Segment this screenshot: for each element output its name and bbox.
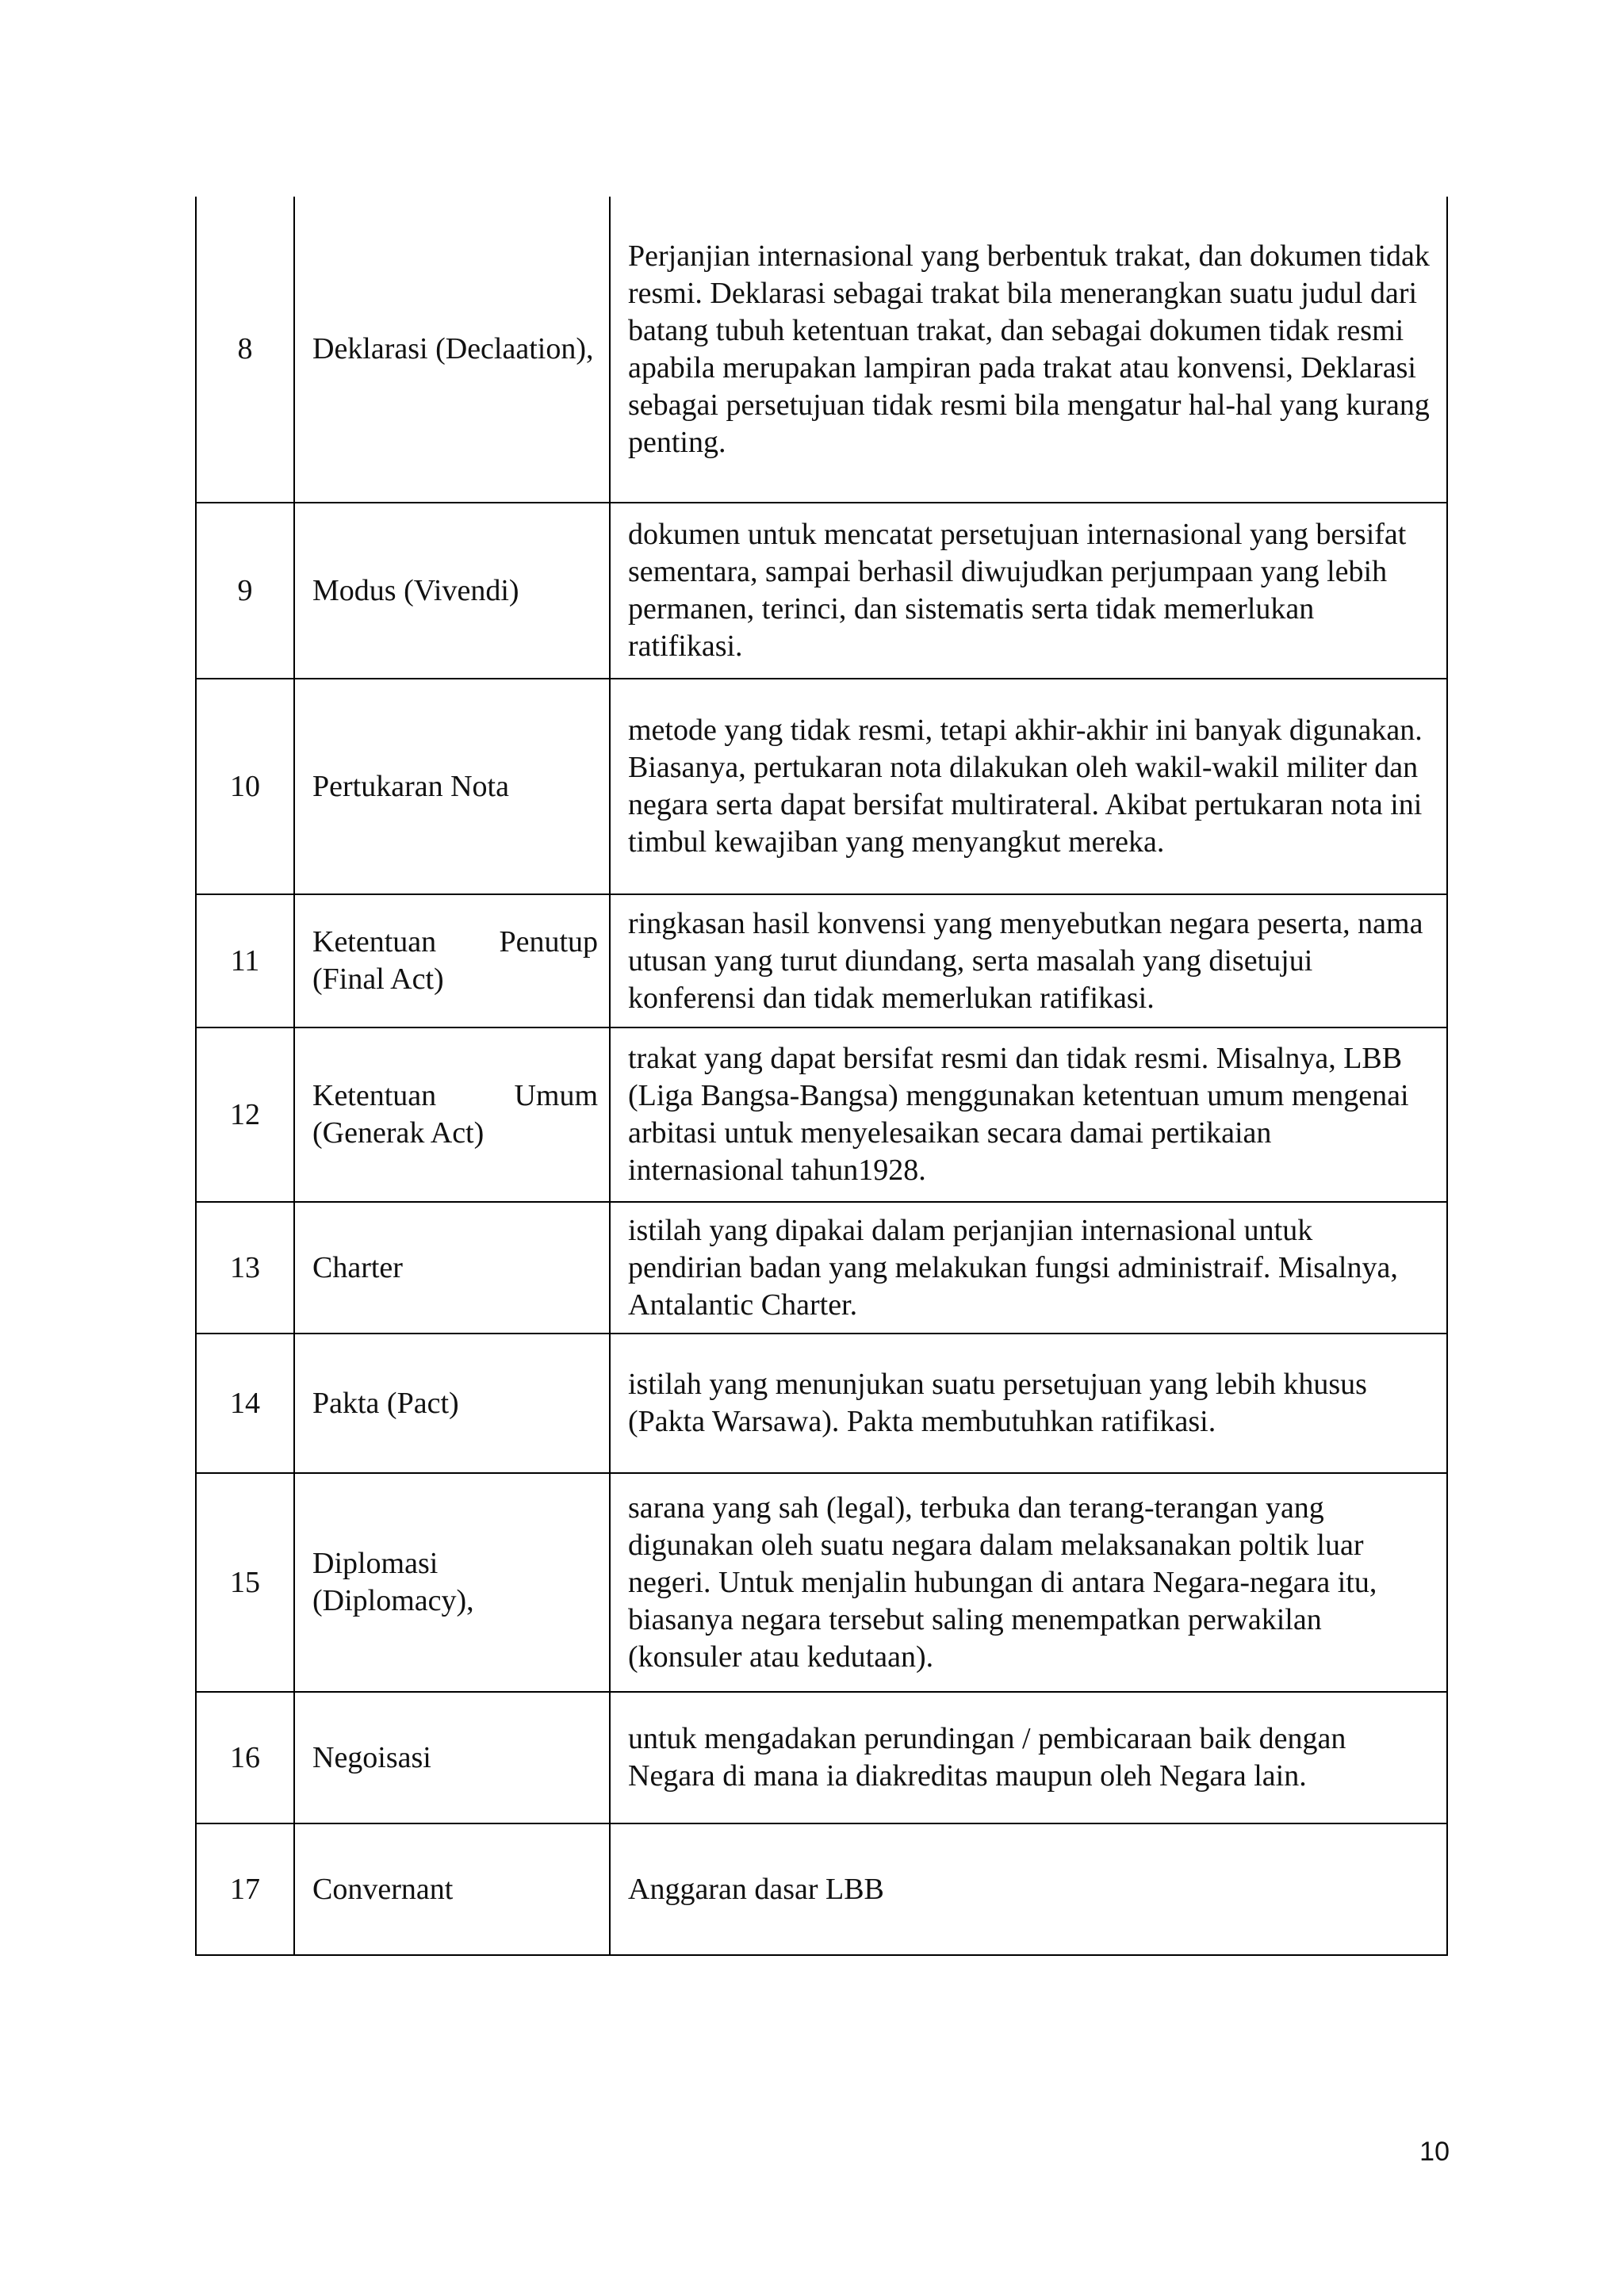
row-number: 12	[196, 1027, 294, 1202]
row-number: 15	[196, 1473, 294, 1692]
table-row	[196, 1334, 1447, 1473]
description-cell: Anggaran dasar LBB	[610, 1823, 1447, 1955]
table-row	[196, 894, 1447, 1027]
table-row	[196, 1473, 1447, 1692]
row-number: 10	[196, 679, 294, 894]
table-row	[196, 1692, 1447, 1823]
term-cell: Ketentuan Penutup (Final Act)	[294, 894, 610, 1027]
description-cell: istilah yang dipakai dalam perjanjian internasional untuk pendirian badan yang melakukan fungsi administraif. Misalnya, Antalantic Charter.	[610, 1202, 1447, 1334]
term-cell: Convernant	[294, 1823, 610, 1955]
description-cell: Perjanjian internasional yang berbentuk trakat, dan dokumen tidak resmi. Deklarasi sebagai trakat bila menerangkan suatu judul dari batang tubuh ketentuan trakat, dan sebagai dokumen tidak resmi apabila merupakan lampiran pada trakat atau konvensi, Deklarasi sebagai persetujuan tidak resmi bila mengatur hal-hal yang kurang penting.	[610, 197, 1447, 503]
term-cell: Ketentuan Umum (Generak Act)	[294, 1027, 610, 1202]
table-row	[196, 503, 1447, 679]
table-row	[196, 197, 1447, 503]
term-cell: Pakta (Pact)	[294, 1334, 610, 1473]
description-cell: ringkasan hasil konvensi yang menyebutkan negara peserta, nama utusan yang turut diundang, serta masalah yang disetujui konferensi dan tidak memerlukan ratifikasi.	[610, 894, 1447, 1027]
description-cell: untuk mengadakan perundingan / pembicaraan baik dengan Negara di mana ia diakreditas maupun oleh Negara lain.	[610, 1692, 1447, 1823]
definitions-table	[195, 197, 1448, 1956]
row-number: 8	[196, 197, 294, 503]
row-number: 9	[196, 503, 294, 679]
term-cell: Deklarasi (Declaation),	[294, 197, 610, 503]
description-cell: dokumen untuk mencatat persetujuan internasional yang bersifat sementara, sampai berhasil diwujudkan perjumpaan yang lebih permanen, terinci, dan sistematis serta tidak memerlukan ratifikasi.	[610, 503, 1447, 679]
description-cell: istilah yang menunjukan suatu persetujuan yang lebih khusus (Pakta Warsawa). Pakta membutuhkan ratifikasi.	[610, 1334, 1447, 1473]
term-cell: Modus (Vivendi)	[294, 503, 610, 679]
table-row	[196, 679, 1447, 894]
row-number: 17	[196, 1823, 294, 1955]
description-cell: sarana yang sah (legal), terbuka dan terang-terangan yang digunakan oleh suatu negara dalam melaksanakan poltik luar negeri. Untuk menjalin hubungan di antara Negara-negara itu, biasanya negara tersebut saling menempatkan perwakilan (konsuler atau kedutaan).	[610, 1473, 1447, 1692]
description-cell: trakat yang dapat bersifat resmi dan tidak resmi. Misalnya, LBB (Liga Bangsa-Bangsa) menggunakan ketentuan umum mengenai arbitasi untuk menyelesaikan secara damai pertikaian internasional tahun1928.	[610, 1027, 1447, 1202]
row-number: 16	[196, 1692, 294, 1823]
row-number: 11	[196, 894, 294, 1027]
term-cell: Diplomasi (Diplomacy),	[294, 1473, 610, 1692]
term-cell: Pertukaran Nota	[294, 679, 610, 894]
term-cell: Charter	[294, 1202, 610, 1334]
table-row	[196, 1823, 1447, 1955]
row-number: 14	[196, 1334, 294, 1473]
term-cell: Negoisasi	[294, 1692, 610, 1823]
table-row	[196, 1027, 1447, 1202]
page-number: 10	[1419, 2137, 1450, 2167]
table-row	[196, 1202, 1447, 1334]
row-number: 13	[196, 1202, 294, 1334]
description-cell: metode yang tidak resmi, tetapi akhir-akhir ini banyak digunakan. Biasanya, pertukaran nota dilakukan oleh wakil-wakil militer dan negara serta dapat bersifat multirateral. Akibat pertukaran nota ini timbul kewajiban yang menyangkut mereka.	[610, 679, 1447, 894]
